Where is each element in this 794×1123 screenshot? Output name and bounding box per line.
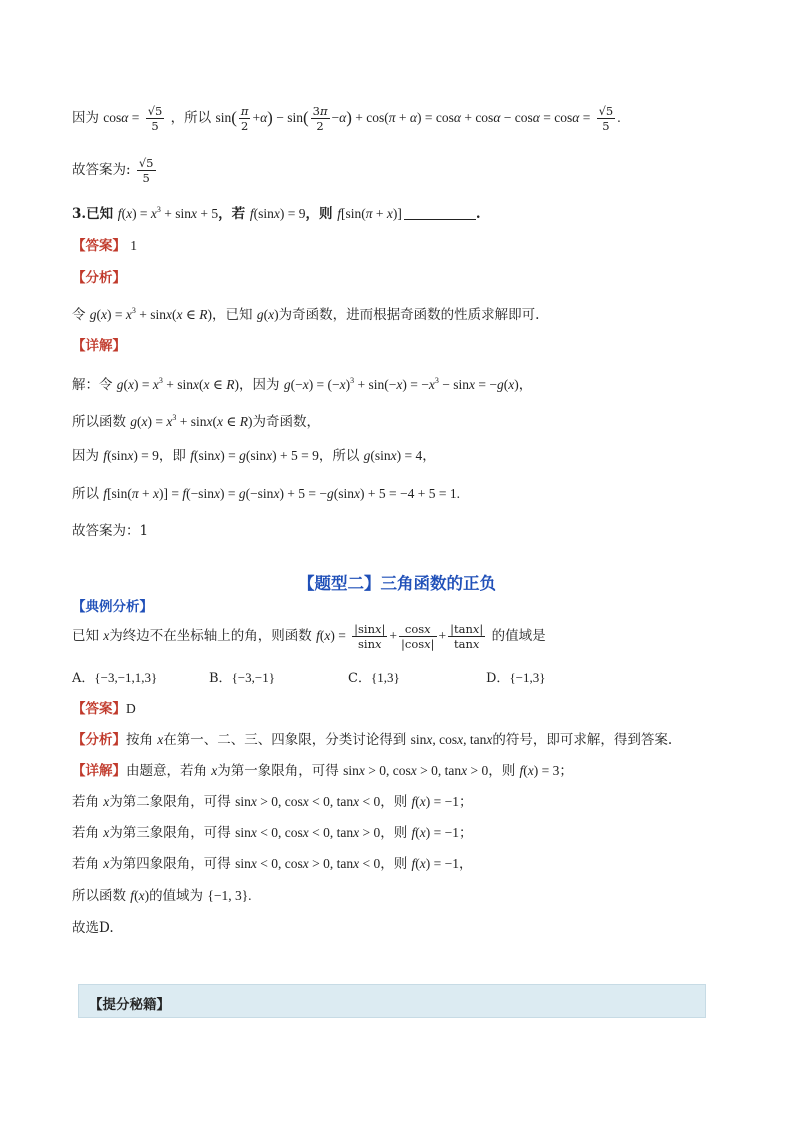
analysis-tag-line [72, 268, 126, 288]
tip-box-label: 【提分秘籍】 [89, 997, 170, 1013]
text: ，则 [380, 825, 408, 841]
analysis-tag: 【分析】 [72, 732, 126, 748]
text: 若角 [72, 794, 99, 810]
option-a [72, 667, 157, 686]
example-final [72, 918, 114, 938]
detail-tag: 【详解】 [72, 338, 126, 354]
example-tag: 【典例分析】 [72, 599, 153, 615]
answer-tag: 【答案】 [72, 238, 126, 254]
option-d [486, 667, 546, 686]
answer-line [72, 236, 137, 256]
tip-box [78, 984, 706, 1018]
detail-line-4: 所以 f[sin(π + x)] = f(−sinx) = g(−sinx) + 5 = −g(sinx) + 5 = −4 + 5 = 1. [72, 486, 460, 502]
question-3: 3.已知 $f(x) = x^3 + \sin x + 5$，若 f(sinx) = 9，则 f[sin(π + x)] . [72, 205, 481, 222]
text: ，所以 [318, 448, 360, 464]
text: ，所以 [170, 110, 212, 126]
text: 所以函数 [72, 888, 126, 904]
text: 按角 [126, 732, 153, 748]
text: ，已知 [212, 307, 253, 323]
text: ，则 [488, 763, 516, 779]
option-value: {−1,3} [509, 670, 546, 685]
option-value: {1,3} [370, 670, 400, 685]
solution-line-1: 因为 cosα = $\frac{√5}{5}$ ，所以 sin( $\frac{\pi}{2}$ +α) − sin( $\frac{3\pi}{2}$ −α) + cos(π + α) = cosα + cosα − cosα = cosα = $\frac{√5}{5}$ . [72, 104, 621, 133]
example-detail-line-3: 若角 x为第三象限角，可得 sinx < 0, cosx < 0, tanx > 0，则 f(x) = −1； [72, 825, 473, 841]
text: 的值域是 [491, 628, 546, 644]
option-label: D． [486, 671, 510, 686]
text: 若角 [72, 825, 99, 841]
text: ，若 [218, 206, 246, 222]
text: 已知 [72, 628, 99, 644]
text: 由题意，若角 [126, 763, 207, 779]
solution-answer-line [72, 156, 158, 185]
option-label: B． [209, 671, 232, 686]
text: 在第一、二、三、四象限，分类讨论得到 [163, 732, 407, 748]
text: 所以函数 [72, 414, 126, 430]
example-range-line: 所以函数 f(x)的值域为 {−1, 3}. [72, 888, 252, 904]
text: 的值域为 [149, 888, 204, 904]
detail-line-1: 解：令 $g(x) = x^3 + \sin x(x$ ∈ R)，因为 $g(-x) = (-x)^3 + \sin(-x) = -x^3 - \sin x = -g(x)$， [72, 376, 533, 393]
text: 为第四象限角，可得 [109, 856, 231, 872]
text: 的符号，即可求解，得到答案. [492, 732, 673, 748]
example-detail-line-4: 若角 x为第四象限角，可得 sinx < 0, cosx > 0, tanx < 0，则 f(x) = −1， [72, 856, 473, 872]
option-label: C． [348, 671, 371, 686]
detail-final [72, 521, 148, 541]
text: 为奇函数， [252, 414, 321, 430]
text: 因为 [72, 448, 99, 464]
section-title: 【题型二】三角函数的正负 [298, 574, 496, 593]
option-value: {−3,−1} [231, 670, 275, 685]
detail-tag: 【详解】 [72, 763, 126, 779]
question-number: 3. [72, 206, 87, 222]
analysis-tag: 【分析】 [72, 270, 126, 286]
example-analysis-line: 【分析】按角 x在第一、二、三、四象限，分类讨论得到 sinx, cosx, tanx的符号，即可求解，得到答案. [72, 732, 673, 748]
text: 因为 [72, 110, 99, 126]
analysis-line: 令 $g(x) = x^3 + \sin x(x$ ∈ R)，已知 g(x)为奇函数，进而根据奇函数的性质求解即可. [72, 306, 540, 323]
text: 令 [72, 307, 86, 323]
option-b [209, 667, 275, 686]
example-answer-line [72, 699, 136, 719]
option-label: A． [72, 671, 95, 686]
text: 为第一象限角，可得 [217, 763, 339, 779]
detail-tag-line [72, 336, 126, 356]
text: 故答案为: [72, 162, 135, 178]
text: 故答案为：1 [72, 523, 149, 539]
example-detail-line-2: 若角 x为第二象限角，可得 sinx > 0, cosx < 0, tanx < 0，则 f(x) = −1； [72, 794, 473, 810]
text: 解：令 [72, 377, 113, 393]
detail-line-3: 因为 f(sinx) = 9，即 f(sinx) = g(sinx) + 5 = 9，所以 g(sinx) = 4， [72, 448, 436, 464]
fraction-sqrt5-over-5: $\frac{√5}{5}$ [138, 156, 154, 185]
text: 为奇函数，进而根据奇函数的性质求解即可. [278, 307, 540, 323]
text: 为终边不在坐标轴上的角，则函数 [109, 628, 312, 644]
text: 为第三象限角，可得 [109, 825, 231, 841]
example-tag-line [72, 597, 153, 617]
option-value: {−3,−1,1,3} [94, 670, 158, 685]
text: 已知 [86, 206, 114, 222]
text: ，因为 [239, 377, 280, 393]
text: 为第二象限角，可得 [109, 794, 231, 810]
detail-line-2: 所以函数 $g(x) = x^3 + \sin x(x$ ∈ R)为奇函数， [72, 413, 321, 430]
text: 所以 [72, 486, 99, 502]
answer-value: 1 [130, 238, 138, 253]
text: 若角 [72, 856, 99, 872]
option-c [348, 667, 400, 686]
fraction-sqrt5-over-5: $\frac{√5}{5}$ [147, 104, 163, 133]
answer-tag: 【答案】 [72, 701, 126, 717]
text: ，即 [158, 448, 186, 464]
answer-value: D [126, 701, 136, 716]
example-detail-line-1: 【详解】由题意，若角 x为第一象限角，可得 sinx > 0, cosx > 0, tanx > 0，则 f(x) = 3； [72, 763, 573, 779]
text: ，则 [380, 794, 408, 810]
text: ，则 [305, 206, 333, 222]
text: 故选D. [72, 920, 114, 936]
text: ，则 [380, 856, 408, 872]
example-question: 已知 x为终边不在坐标轴上的角，则函数 f(x) = $\frac{|\sin x|}{\sin x}$ + $\frac{\cos x}{|\cos x|}$ + $\frac{|\tan x|}{\tan x}$ 的值域是 [72, 622, 546, 651]
